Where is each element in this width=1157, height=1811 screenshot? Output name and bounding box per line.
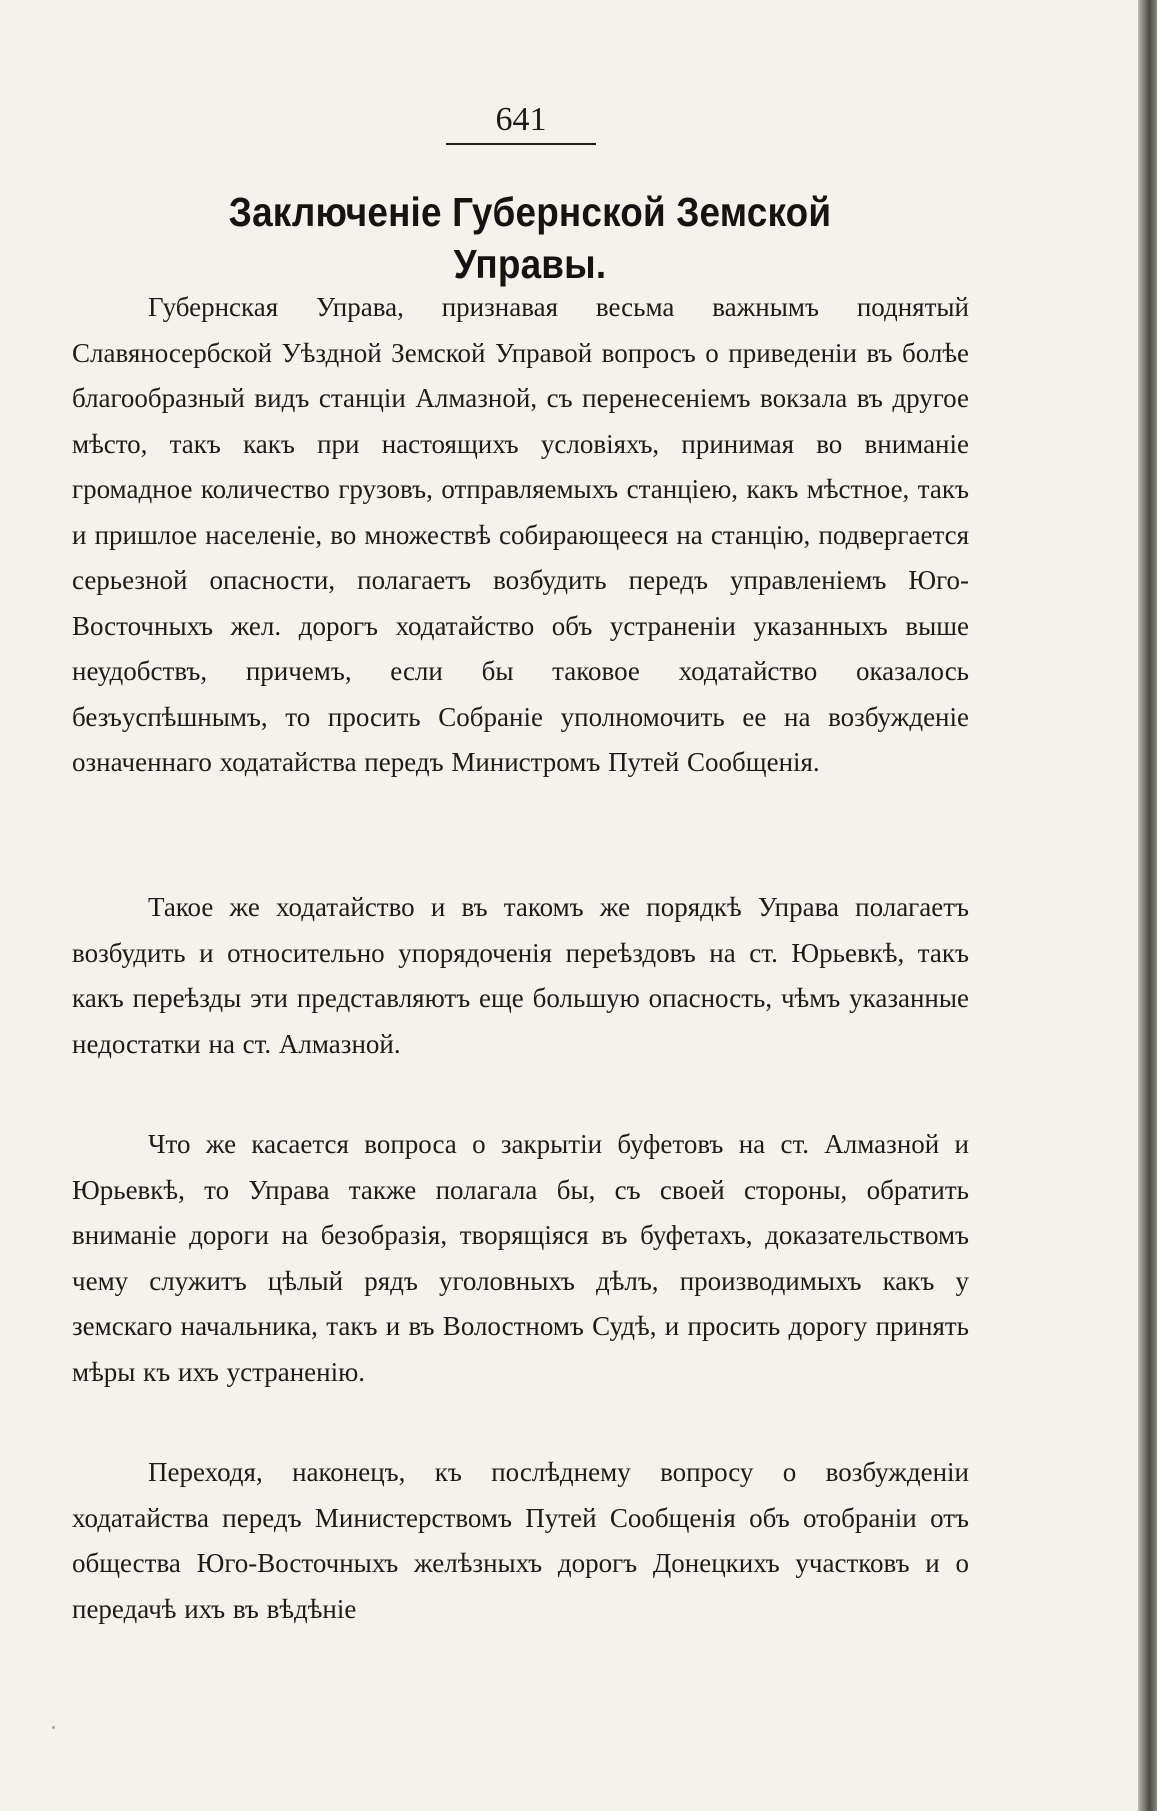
paragraph-4: Переходя, наконецъ, къ послѣднему вопросу о возбужденіи ходатайства передъ Министерствомъ Путей Сообщенія объ отобраніи отъ общества Юго-Восточныхъ желѣзныхъ дорогъ Донецкихъ участковъ и о передачѣ ихъ въ вѣдѣніе [72,1457,969,1624]
paragraph-1: Губернская Управа, признавая весьма важнымъ поднятый Славяносербской Уѣздной Земской Управой вопросъ о приведеніи въ болѣе благообразный видъ станціи Алмазной, съ перенесеніемъ вокзала въ другое мѣсто, такъ какъ при настоящихъ условіяхъ, принимая во вниманіе громадное количество грузовъ, отправляемыхъ станціею, какъ мѣстное, такъ и пришлое населеніе, во множествѣ собирающееся на станцію, подвергается серьезной опасности, полагаетъ возбудить передъ управленіемъ Юго-Восточныхъ жел. дорогъ ходатайство объ устраненіи указанныхъ выше неудобствъ, причемъ, если бы таковое ходатайство оказалось безъуспѣшнымъ, то просить Собраніе уполномочить ее на возбужденіе означеннаго ходатайства передъ Министромъ Путей Сообщенія. [72,292,969,777]
page-number: 641 [495,101,547,138]
page-binding-edge [1138,0,1157,1811]
paragraph-3: Что же касается вопроса о закрытіи буфетовъ на ст. Алмазной и Юрьевкѣ, то Управа также полагала бы, съ своей стороны, обратить вниманіе дороги на безобразія, творящіяся въ буфетахъ, доказательствомъ чему служитъ цѣлый рядъ уголовныхъ дѣлъ, производимыхъ какъ у земскаго начальника, такъ и въ Волостномъ Судѣ, и просить дорогу принять мѣры къ ихъ устраненію. [72,1129,969,1387]
paragraph-2: Такое же ходатайство и въ такомъ же порядкѣ Управа полагаетъ возбудить и относительно упорядоченія переѣздовъ на ст. Юрьевкѣ, такъ какъ переѣзды эти представляютъ еще большую опасность, чѣмъ указанные недостатки на ст. Алмазной. [72,892,969,1059]
section-heading: Заключеніе Губернской Земской Управы. [228,189,832,287]
paper-speck [52,1726,55,1729]
page-number-rule [446,143,596,145]
